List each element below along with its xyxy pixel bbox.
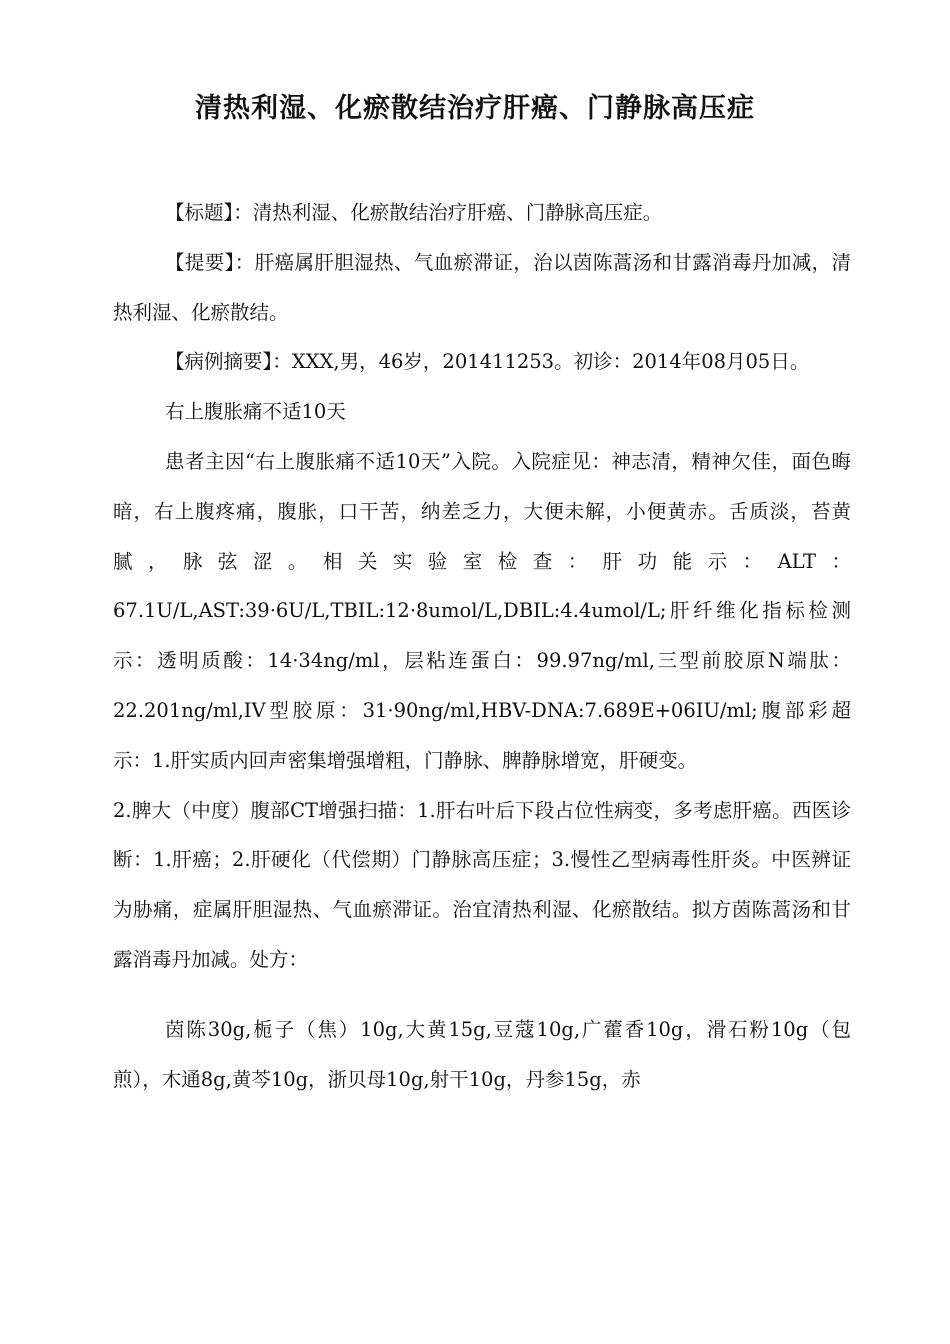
paragraph-diagnosis: 2.脾大（中度）腹部CT增强扫描：1.肝右叶后下段占位性病变，多考虑肝癌。西医诊断：1.肝癌；2.肝硬化（代偿期）门静脉高压症；3.慢性乙型病毒性肝炎。中医辨证为胁痛，症属肝胆湿热、气血瘀滞证。治宜清热利湿、化瘀散结。拟方茵陈蒿汤和甘露消毒丹加减。处方： [113,798,851,971]
document-title: 清热利湿、化瘀散结治疗肝癌、门静脉高压症 [195,93,755,124]
paragraph-case-summary: 【病例摘要】：XXX,男，46岁，201411253。初诊：2014年08月05日。 [165,350,810,374]
paragraph-title: 【标题】：清热利湿、化瘀散结治疗肝癌、门静脉高压症。 [165,201,663,224]
paragraph-summary: 【提要】：肝癌属肝胆湿热、气血瘀滞证，治以茵陈蒿汤和甘露消毒丹加减，清热利湿、化瘀散结。 [113,250,851,324]
paragraph-chief-complaint: 右上腹胀痛不适10天 [165,400,346,424]
paragraph-prescription: 茵陈30g,栀子（焦）10g,大黄15g,豆蔻10g,广藿香10g，滑石粉10g（包煎），木通8g,黄芩10g，浙贝母10g,射干10g，丹参15g，赤 [113,1017,851,1091]
document-body [113,188,851,1104]
paragraph-history: 患者主因“右上腹胀痛不适10天”入院。入院症见：神志清，精神欠佳，面色晦暗，右上腹疼痛，腹胀，口干苦，纳差乏力，大便未解，小便黄赤。舌质淡，苔黄腻，脉弦涩。相关实验室检查：肝功能示：ALT：67.1U/L,AST:39·6U/L,TBIL:12·8umol/L,DBIL:4.4umol/L;肝纤维化指标检测示：透明质酸：14·34ng/ml，层粘连蛋白：99.97ng/ml,三型前胶原N端肽：22.201ng/ml,IV型胶原：31·90ng/ml,HBV-DNA:7.689E+06IU/ml;腹部彩超示：1.肝实质内回声密集增强增粗，门静脉、脾静脉增宽，肝硬变。 [113,449,851,772]
paragraph-gap [113,985,851,1005]
